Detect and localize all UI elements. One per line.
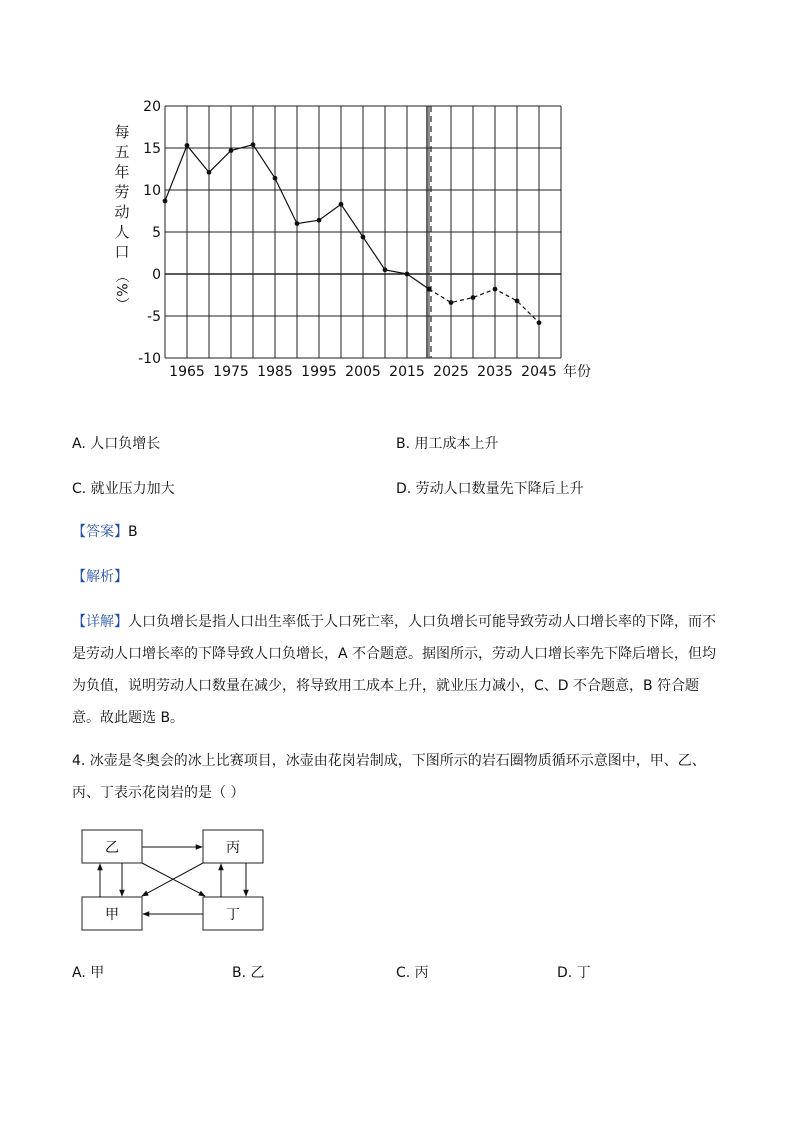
data-point (493, 287, 498, 292)
answer-label: 【答案】 (72, 524, 128, 540)
label-ding: 丁 (226, 907, 240, 923)
detail-line-3: 为负值，说明劳动人口数量在减少，将导致用工成本上升，就业压力减小，C、D 不合题意，B 符合题 (72, 678, 700, 694)
data-point (163, 199, 168, 204)
y-label-paren: % (113, 283, 129, 297)
question-4-line-2: 丙、丁表示花岗岩的是（ ） (72, 785, 245, 801)
x-tick-labels (169, 364, 557, 380)
answer-value: B (128, 524, 138, 540)
label-jia: 甲 (105, 907, 119, 923)
y-label-char: 口 (114, 243, 130, 261)
question-4 (72, 745, 712, 809)
y-tick-label: 5 (152, 225, 161, 241)
data-point (427, 287, 432, 292)
data-point (273, 176, 278, 181)
data-point (449, 300, 454, 305)
chart-grid (165, 106, 561, 358)
question-4-line-1: 4. 冰壶是冬奥会的冰上比赛项目，冰壶由花岗岩制成，下图所示的岩石圈物质循环示意图中，甲、乙、 (72, 753, 706, 769)
y-label-char: 人 (114, 223, 130, 241)
data-point (185, 143, 190, 148)
y-tick-label: 0 (152, 267, 161, 283)
y-label-paren: ） (113, 297, 129, 311)
data-point (537, 320, 542, 325)
x-tick-label: 2015 (389, 364, 425, 380)
q3-option-a: A. 人口负增长 (72, 436, 161, 452)
x-tick-label: 2045 (521, 364, 557, 380)
y-tick-labels (138, 99, 161, 367)
label-yi: 乙 (105, 840, 119, 856)
data-point (339, 202, 344, 207)
q4-option-a: A. 甲 (72, 965, 105, 981)
q3-option-c: C. 就业压力加大 (72, 481, 175, 497)
label-bing: 丙 (226, 840, 240, 856)
x-axis-label: 年份 (563, 364, 591, 380)
chart-series (163, 142, 542, 325)
y-label-char: 劳 (114, 183, 130, 201)
x-tick-label: 1985 (257, 364, 293, 380)
q3-option-b: B. 用工成本上升 (396, 436, 499, 452)
rock-cycle-diagram (70, 820, 280, 940)
y-label-char: 五 (114, 143, 130, 161)
series-line-projected (429, 289, 539, 323)
x-tick-label: 2035 (477, 364, 513, 380)
data-point (405, 272, 410, 277)
y-tick-label: 15 (143, 141, 161, 157)
data-point (229, 148, 234, 153)
x-tick-label: 2005 (345, 364, 381, 380)
y-tick-label: 10 (143, 183, 161, 199)
y-label-char: 年 (114, 163, 130, 181)
data-point (361, 235, 366, 240)
y-label-char: 每 (114, 123, 130, 141)
x-tick-label: 2025 (433, 364, 469, 380)
y-label-paren: （ (113, 269, 129, 283)
y-tick-label: -5 (147, 309, 161, 325)
q4-option-c: C. 丙 (396, 965, 429, 981)
q4-option-b: B. 乙 (232, 965, 265, 981)
y-tick-label: 20 (143, 99, 161, 115)
x-tick-label: 1995 (301, 364, 337, 380)
q4-option-d: D. 丁 (557, 965, 591, 981)
x-tick-label: 1975 (213, 364, 249, 380)
y-axis-label (113, 123, 130, 311)
detail-line-2: 是劳动人口增长率的下降导致人口负增长，A 不合题意。据图所示，劳动人口增长率先下降后增长，但均 (72, 646, 717, 662)
data-point (383, 267, 388, 272)
data-point (515, 298, 520, 303)
analysis-label: 【解析】 (72, 569, 128, 585)
x-tick-label: 1965 (169, 364, 205, 380)
detail-line-1: 人口负增长是指人口出生率低于人口死亡率，人口负增长可能导致劳动人口增长率的下降，而不 (128, 614, 716, 630)
data-point (251, 142, 256, 147)
detail-paragraph (72, 606, 717, 734)
data-point (317, 218, 322, 223)
y-label-char: 动 (114, 203, 130, 221)
q3-option-d: D. 劳动人口数量先下降后上升 (396, 481, 584, 497)
data-point (295, 221, 300, 226)
answer-line (72, 522, 138, 542)
detail-label: 【详解】 (72, 614, 128, 630)
y-tick-label: -10 (138, 351, 161, 367)
data-point (471, 295, 476, 300)
detail-line-4: 意。故此题选 B。 (72, 710, 185, 726)
data-point (207, 170, 212, 175)
labor-growth-chart (100, 95, 620, 385)
